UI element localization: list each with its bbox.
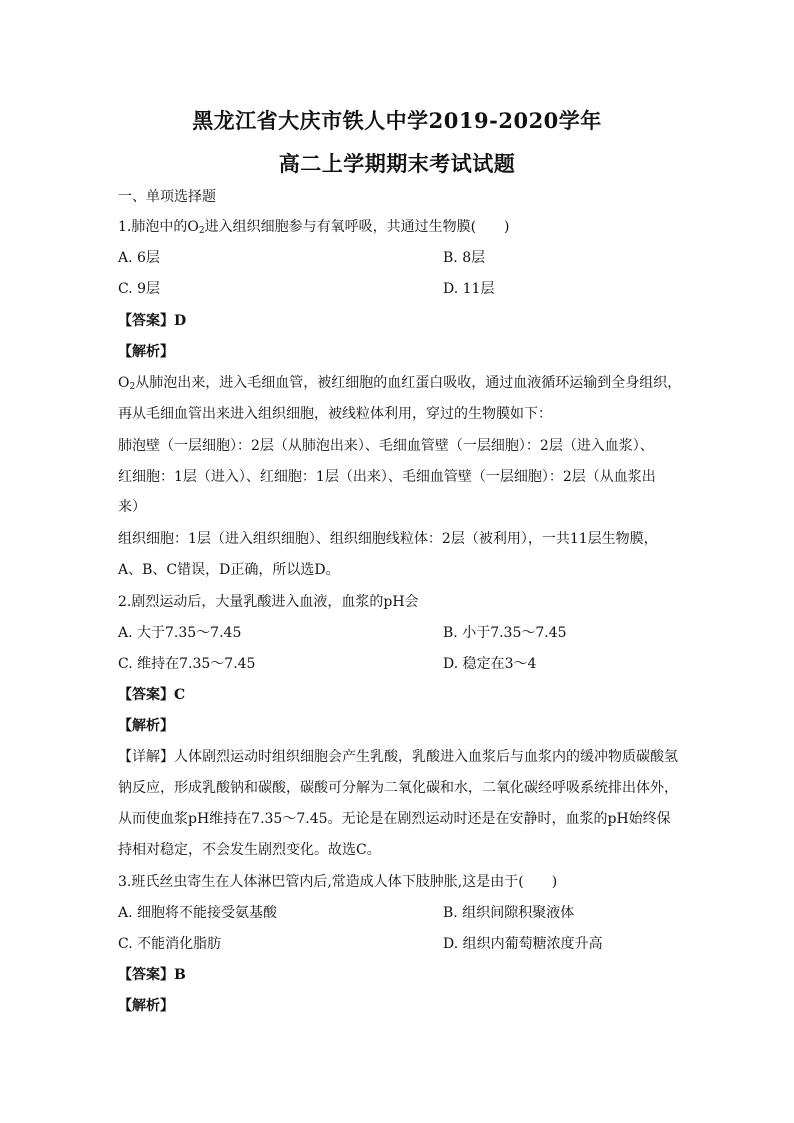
- q1-stem-a: 1.肺泡中的O: [118, 219, 199, 235]
- q1-analysis-line-2: 再从毛细血管出来进入组织细胞，被线粒体利用，穿过的生物膜如下：: [118, 406, 552, 422]
- q3-answer: 【答案】B: [118, 967, 186, 983]
- q2-option-a: A. 大于7.35～7.45: [118, 625, 242, 641]
- q1-stem-sub: 2: [198, 226, 205, 236]
- q1-answer: 【答案】D: [118, 313, 187, 329]
- q1-analysis-line-6: 组织细胞：1层（进入组织细胞）、组织细胞线粒体：2层（被利用），一共11层生物膜，: [118, 531, 658, 547]
- q2-stem: 2.剧烈运动后，大量乳酸进入血液，血浆的pH会: [118, 594, 419, 610]
- q2-analysis-line-2: 钠反应，形成乳酸钠和碳酸，碳酸可分解为二氧化碳和水，二氧化碳经呼吸系统排出体外，: [118, 780, 678, 796]
- q1-p1-b: 从肺泡出来，进入毛细血管，被红细胞的血红蛋白吸收，通过血液循环运输到全身组织，: [135, 375, 682, 391]
- section-heading: 一、单项选择题: [118, 189, 216, 205]
- q2-option-b: B. 小于7.35～7.45: [443, 625, 567, 641]
- q1-stem: [118, 217, 678, 237]
- q1-analysis-label: 【解析】: [118, 344, 174, 360]
- q3-option-a: A. 细胞将不能接受氨基酸: [118, 905, 278, 921]
- title-line-1: 黑龙江省大庆市铁人中学2019-2020学年: [192, 108, 602, 133]
- title-line-2: 高二上学期期末考试试题: [278, 151, 516, 176]
- q1-option-c: C. 9层: [118, 281, 161, 297]
- q2-option-c: C. 维持在7.35～7.45: [118, 656, 256, 672]
- q2-analysis-line-1: 【详解】人体剧烈运动时组织细胞会产生乳酸，乳酸进入血浆后与血浆内的缓冲物质碳酸氢: [118, 749, 678, 765]
- q1-p1-a: O: [118, 375, 130, 391]
- q2-option-d: D. 稳定在3～4: [443, 656, 537, 672]
- q2-analysis-label: 【解析】: [118, 718, 174, 734]
- q3-analysis-label: 【解析】: [118, 998, 174, 1014]
- q2-analysis-line-4: 持相对稳定，不会发生剧烈变化。故选C。: [118, 842, 381, 858]
- q3-option-d: D. 组织内葡萄糖浓度升高: [443, 936, 603, 952]
- q1-option-b: B. 8层: [443, 250, 486, 266]
- q3-option-c: C. 不能消化脂肪: [118, 936, 222, 952]
- q3-option-b: B. 组织间隙积聚液体: [443, 905, 575, 921]
- q3-stem: 3.班氏丝虫寄生在人体淋巴管内后,常造成人体下肢肿胀,这是由于( ): [118, 874, 558, 890]
- q2-analysis-line-3: 从而使血浆pH维持在7.35～7.45。无论是在剧烈运动时还是在安静时，血浆的pH始终保: [118, 811, 671, 827]
- q1-analysis-line-4: 红细胞：1层（进入）、红细胞：1层（出来）、毛细血管壁（一层细胞）：2层（从血浆出: [118, 469, 656, 485]
- q1-analysis-line-1: [118, 373, 682, 393]
- q1-option-d: D. 11层: [443, 281, 495, 297]
- q1-analysis-line-3: 肺泡壁（一层细胞）：2层（从肺泡出来）、毛细血管壁（一层细胞）：2层（进入血浆）、: [118, 438, 654, 454]
- q1-p1-sub: 2: [129, 382, 136, 392]
- q1-stem-b: 进入组织细胞参与有氧呼吸，共通过生物膜( ): [204, 219, 510, 235]
- q2-answer: 【答案】C: [118, 687, 186, 703]
- q1-option-a: A. 6层: [118, 250, 160, 266]
- q1-analysis-line-7: A、B、C错误，D正确，所以选D。: [118, 562, 340, 578]
- q1-analysis-line-5: 来）: [118, 499, 146, 515]
